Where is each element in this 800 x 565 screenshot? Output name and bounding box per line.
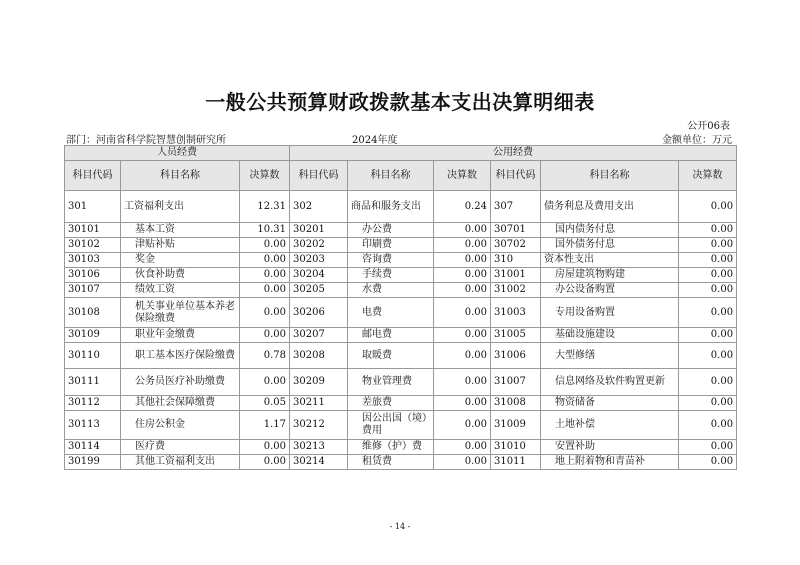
table-row <box>65 369 737 396</box>
subject-name-cell: 咨询费 <box>348 253 434 268</box>
subject-code-cell: 30209 <box>290 369 348 396</box>
amount-cell: 0.00 <box>434 455 491 470</box>
subject-code-cell: 30202 <box>290 238 348 253</box>
amount-cell: 0.00 <box>679 191 737 223</box>
subject-code-cell: 30204 <box>290 268 348 283</box>
amount-cell: 10.31 <box>240 223 290 238</box>
subject-code-cell: 30112 <box>65 396 121 411</box>
amount-cell: 0.00 <box>434 268 491 283</box>
amount-cell: 12.31 <box>240 191 290 223</box>
subject-name-cell: 印刷费 <box>348 238 434 253</box>
amount-cell: 0.00 <box>240 238 290 253</box>
subject-name-cell: 土地补偿 <box>541 411 679 440</box>
amount-cell: 0.00 <box>240 253 290 268</box>
group-personnel: 人员经费 <box>65 146 290 161</box>
table-row <box>65 455 737 470</box>
amount-cell: 1.17 <box>240 411 290 440</box>
table-row <box>65 268 737 283</box>
subject-name-cell: 电费 <box>348 298 434 328</box>
subject-code-cell: 30109 <box>65 328 121 343</box>
subject-name-cell: 医疗费 <box>121 440 240 455</box>
table-row <box>65 440 737 455</box>
header-name: 科目名称 <box>121 161 240 191</box>
subject-code-cell: 31007 <box>491 369 541 396</box>
amount-cell: 0.00 <box>434 238 491 253</box>
subject-code-cell: 31006 <box>491 343 541 369</box>
table-number: 公开06表 <box>687 121 730 132</box>
expenditure-detail-table <box>64 145 737 470</box>
subject-code-cell: 31009 <box>491 411 541 440</box>
table-row <box>65 411 737 440</box>
amount-cell: 0.00 <box>434 283 491 298</box>
amount-cell: 0.00 <box>240 440 290 455</box>
subject-code-cell: 30207 <box>290 328 348 343</box>
amount-cell: 0.78 <box>240 343 290 369</box>
subject-name-cell: 地上附着物和青苗补 <box>541 455 679 470</box>
amount-cell: 0.00 <box>434 328 491 343</box>
subject-code-cell: 30201 <box>290 223 348 238</box>
amount-cell: 0.00 <box>240 369 290 396</box>
group-public: 公用经费 <box>290 146 737 161</box>
amount-cell: 0.00 <box>679 238 737 253</box>
subject-name-cell: 大型修缮 <box>541 343 679 369</box>
subject-name-cell: 邮电费 <box>348 328 434 343</box>
amount-cell: 0.00 <box>240 298 290 328</box>
subject-name-cell: 基础设施建设 <box>541 328 679 343</box>
subject-name-cell: 物资储备 <box>541 396 679 411</box>
subject-name-cell: 手续费 <box>348 268 434 283</box>
subject-code-cell: 30101 <box>65 223 121 238</box>
amount-cell: 0.00 <box>679 440 737 455</box>
header-amount: 决算数 <box>679 161 737 191</box>
subject-name-cell: 国外债务付息 <box>541 238 679 253</box>
amount-cell: 0.00 <box>679 223 737 238</box>
subject-name-cell: 国内债务付息 <box>541 223 679 238</box>
subject-name-cell: 专用设备购置 <box>541 298 679 328</box>
table-row <box>65 283 737 298</box>
table-row <box>65 298 737 328</box>
subject-code-cell: 302 <box>290 191 348 223</box>
page-title: 一般公共预算财政拨款基本支出决算明细表 <box>205 90 595 114</box>
amount-cell: 0.00 <box>434 253 491 268</box>
amount-cell: 0.00 <box>434 396 491 411</box>
subject-name-cell: 办公费 <box>348 223 434 238</box>
subject-name-cell: 其他工资福利支出 <box>121 455 240 470</box>
amount-cell: 0.00 <box>679 396 737 411</box>
subject-name-cell: 办公设备购置 <box>541 283 679 298</box>
subject-name-cell: 安置补助 <box>541 440 679 455</box>
subject-name-cell: 差旅费 <box>348 396 434 411</box>
table-row <box>65 191 737 223</box>
subject-code-cell: 301 <box>65 191 121 223</box>
amount-cell: 0.24 <box>434 191 491 223</box>
header-code: 科目代码 <box>491 161 541 191</box>
year-label: 2024年度 <box>352 135 398 146</box>
subject-name-cell: 职业年金缴费 <box>121 328 240 343</box>
subject-code-cell: 31011 <box>491 455 541 470</box>
subject-code-cell: 30113 <box>65 411 121 440</box>
subject-code-cell: 30214 <box>290 455 348 470</box>
amount-cell: 0.05 <box>240 396 290 411</box>
subject-code-cell: 30212 <box>290 411 348 440</box>
subject-code-cell: 30702 <box>491 238 541 253</box>
header-amount: 决算数 <box>434 161 491 191</box>
subject-code-cell: 31002 <box>491 283 541 298</box>
subject-name-cell: 债务利息及费用支出 <box>541 191 679 223</box>
subject-name-cell: 信息网络及软件购置更新 <box>541 369 679 396</box>
subject-code-cell: 31005 <box>491 328 541 343</box>
subject-name-cell: 奖金 <box>121 253 240 268</box>
subject-code-cell: 31001 <box>491 268 541 283</box>
subject-code-cell: 310 <box>491 253 541 268</box>
table-row <box>65 223 737 238</box>
amount-cell: 0.00 <box>679 268 737 283</box>
subject-code-cell: 30203 <box>290 253 348 268</box>
subject-name-cell: 商品和服务支出 <box>348 191 434 223</box>
subject-code-cell: 30108 <box>65 298 121 328</box>
subject-name-cell: 租赁费 <box>348 455 434 470</box>
subject-code-cell: 30106 <box>65 268 121 283</box>
header-code: 科目代码 <box>290 161 348 191</box>
header-name: 科目名称 <box>348 161 434 191</box>
subject-code-cell: 31010 <box>491 440 541 455</box>
subject-name-cell: 职工基本医疗保险缴费 <box>121 343 240 369</box>
amount-cell: 0.00 <box>679 411 737 440</box>
table-row <box>65 396 737 411</box>
amount-cell: 0.00 <box>434 223 491 238</box>
subject-code-cell: 30107 <box>65 283 121 298</box>
subject-name-cell: 住房公积金 <box>121 411 240 440</box>
subject-code-cell: 30205 <box>290 283 348 298</box>
subject-name-cell: 因公出国（境）费用 <box>348 411 434 440</box>
subject-name-cell: 机关事业单位基本养老保险缴费 <box>121 298 240 328</box>
unit-label: 金额单位：万元 <box>662 135 732 146</box>
subject-code-cell: 30199 <box>65 455 121 470</box>
subject-code-cell: 30208 <box>290 343 348 369</box>
amount-cell: 0.00 <box>434 411 491 440</box>
table-row <box>65 343 737 369</box>
subject-code-cell: 31008 <box>491 396 541 411</box>
amount-cell: 0.00 <box>434 343 491 369</box>
table-row <box>65 253 737 268</box>
table-row <box>65 238 737 253</box>
amount-cell: 0.00 <box>434 298 491 328</box>
subject-code-cell: 30701 <box>491 223 541 238</box>
subject-name-cell: 基本工资 <box>121 223 240 238</box>
subject-name-cell: 津贴补贴 <box>121 238 240 253</box>
subject-name-cell: 其他社会保障缴费 <box>121 396 240 411</box>
table-meta <box>66 131 732 144</box>
subject-name-cell: 取暖费 <box>348 343 434 369</box>
header-amount: 决算数 <box>240 161 290 191</box>
amount-cell: 0.00 <box>240 455 290 470</box>
page-number: - 14 - <box>389 522 411 531</box>
subject-name-cell: 物业管理费 <box>348 369 434 396</box>
amount-cell: 0.00 <box>434 369 491 396</box>
subject-code-cell: 31003 <box>491 298 541 328</box>
subject-name-cell: 伙食补助费 <box>121 268 240 283</box>
subject-code-cell: 30114 <box>65 440 121 455</box>
amount-cell: 0.00 <box>240 328 290 343</box>
amount-cell: 0.00 <box>679 328 737 343</box>
subject-name-cell: 房屋建筑物购建 <box>541 268 679 283</box>
subject-name-cell: 公务员医疗补助缴费 <box>121 369 240 396</box>
amount-cell: 0.00 <box>240 268 290 283</box>
header-name: 科目名称 <box>541 161 679 191</box>
amount-cell: 0.00 <box>679 343 737 369</box>
subject-name-cell: 工资福利支出 <box>121 191 240 223</box>
subject-code-cell: 30102 <box>65 238 121 253</box>
subject-code-cell: 307 <box>491 191 541 223</box>
subject-code-cell: 30103 <box>65 253 121 268</box>
subject-name-cell: 资本性支出 <box>541 253 679 268</box>
subject-name-cell: 绩效工资 <box>121 283 240 298</box>
subject-code-cell: 30213 <box>290 440 348 455</box>
header-code: 科目代码 <box>65 161 121 191</box>
subject-code-cell: 30211 <box>290 396 348 411</box>
subject-name-cell: 水费 <box>348 283 434 298</box>
department-label: 部门：河南省科学院智慧创制研究所 <box>66 135 226 146</box>
amount-cell: 0.00 <box>679 455 737 470</box>
amount-cell: 0.00 <box>679 298 737 328</box>
subject-code-cell: 30110 <box>65 343 121 369</box>
table-row <box>65 328 737 343</box>
amount-cell: 0.00 <box>679 283 737 298</box>
subject-code-cell: 30206 <box>290 298 348 328</box>
subject-code-cell: 30111 <box>65 369 121 396</box>
subject-name-cell: 维修（护）费 <box>348 440 434 455</box>
amount-cell: 0.00 <box>434 440 491 455</box>
amount-cell: 0.00 <box>679 369 737 396</box>
amount-cell: 0.00 <box>679 253 737 268</box>
amount-cell: 0.00 <box>240 283 290 298</box>
